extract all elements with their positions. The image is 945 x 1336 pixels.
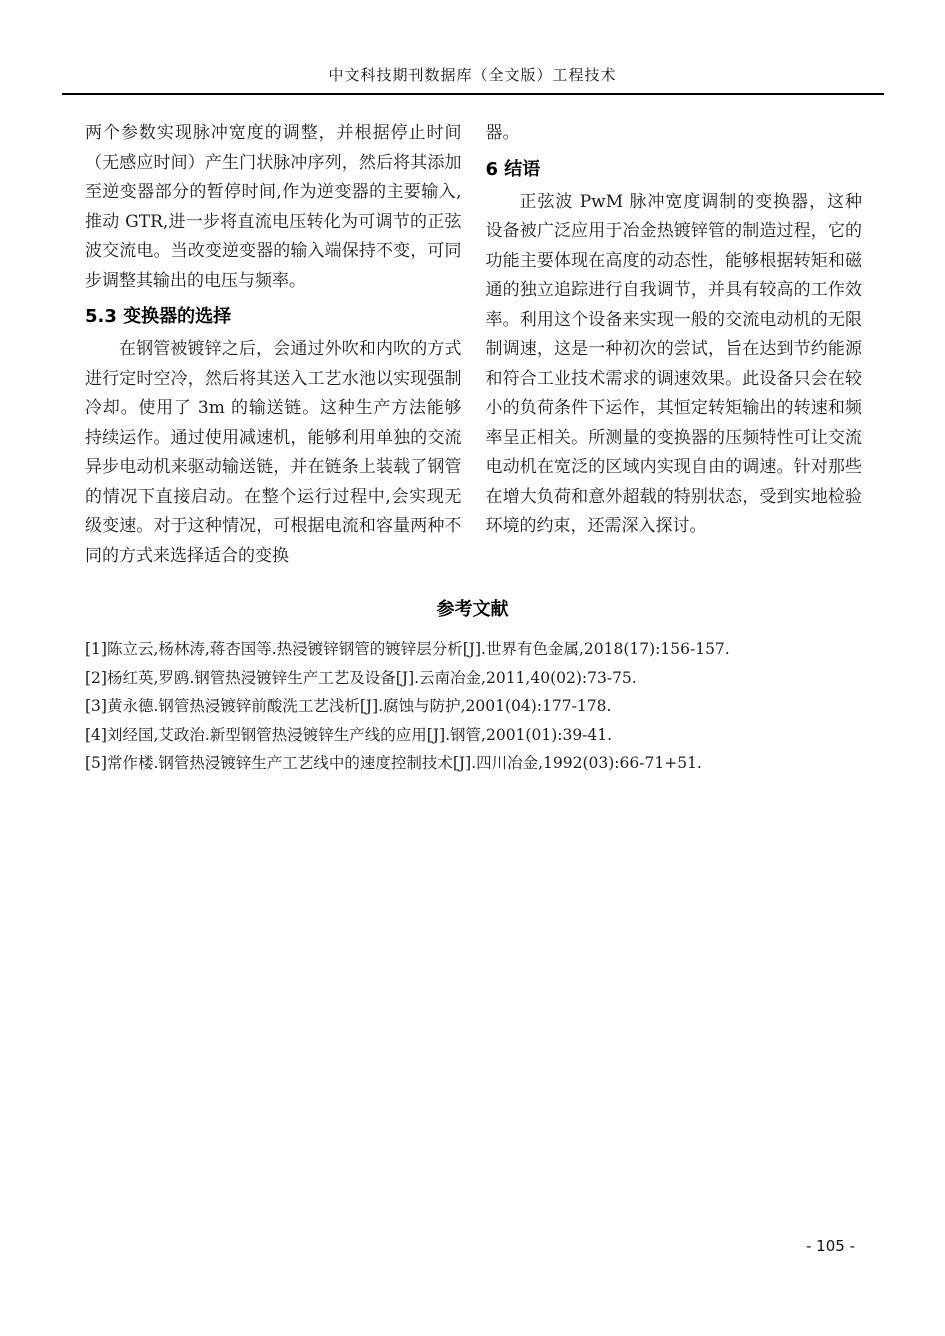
reference-item-1: [1]陈立云,杨林涛,蒋杏国等.热浸镀锌钢管的镀锌层分析[J].世界有色金属,2018(17):156-157. [85, 640, 730, 658]
reference-item-5: [5]常作楼.钢管热浸镀锌生产工艺线中的速度控制技术[J].四川冶金,1992(03):66-71+51. [85, 754, 702, 772]
page-number: - 105 - [806, 1237, 855, 1255]
right-paragraph: 正弦波 PwM 脉冲宽度调制的变换器，这种设备被广泛应用于冶金热镀锌管的制造过程，它的功能主要体现在高度的动态性，能够根据转矩和磁通的独立追踪进行自我调节，并具有较高的工作效率。利用这个设备来实现一般的交流电动机的无限制调速，这是一种初次的尝试，旨在达到节约能源和符合工业技术需求的调速效果。此设备只会在较小的负荷条件下运作，其恒定转矩输出的转速和频率呈正相关。所测量的变换器的压频特性可让交流电动机在宽泛的区域内实现自由的调速。针对那些在增大负荷和意外超载的特别状态，受到实地检验环境的约束，还需深入探讨。 [485, 191, 862, 536]
page-header [0, 0, 945, 95]
reference-item-2: [2]杨红英,罗鸥.钢管热浸镀锌生产工艺及设备[J].云南冶金,2011,40(02):73-75. [85, 668, 637, 687]
reference-item-4: [4]刘经国,艾政治.新型钢管热浸镀锌生产线的应用[J].钢管,2001(01):39-41. [85, 725, 613, 744]
section-heading-5-3: 5.3 变换器的选择 [85, 306, 232, 327]
reference-item-3: [3]黄永德.钢管热浸镀锌前酸洗工艺浅析[J].腐蚀与防护,2001(04):177-178. [85, 697, 612, 715]
page-footer [806, 1236, 855, 1255]
references-list [85, 635, 860, 778]
two-column-content [85, 119, 862, 571]
references-section [85, 595, 860, 778]
left-column [85, 119, 462, 571]
section-heading-6: 6 结语 [485, 158, 541, 180]
references-heading: 参考文献 [436, 599, 509, 620]
left-paragraph: 在钢管被镀锌之后，会通过外吹和内吹的方式进行定时空冷，然后将其送入工艺水池以实现强制冷却。使用了 3m 的输送链。这种生产方法能够持续运作。通过使用减速机，能够利用单独的交流异步电动机来驱动输送链，并在链条上装载了钢管的情况下直接启动。在整个运行过程中,会实现无级变速。对于这种情况，可根据电流和容量两种不同的方式来选择适合的变换 [85, 339, 462, 566]
header-rule-divider [62, 93, 884, 95]
journal-header-title: 中文科技期刊数据库（全文版）工程技术 [328, 66, 617, 84]
right-continuation-paragraph: 器。 [485, 123, 520, 143]
left-continuation-paragraph: 两个参数实现脉冲宽度的调整，并根据停止时间（无感应时间）产生门状脉冲序列，然后将其添加至逆变器部分的暂停时间,作为逆变器的主要输入,推动 GTR,进一步将直流电压转化为可调节的正弦波交流电。当改变逆变器的输入端保持不变，可同步调整其输出的电压与频率。 [85, 123, 462, 291]
right-column [486, 119, 863, 571]
